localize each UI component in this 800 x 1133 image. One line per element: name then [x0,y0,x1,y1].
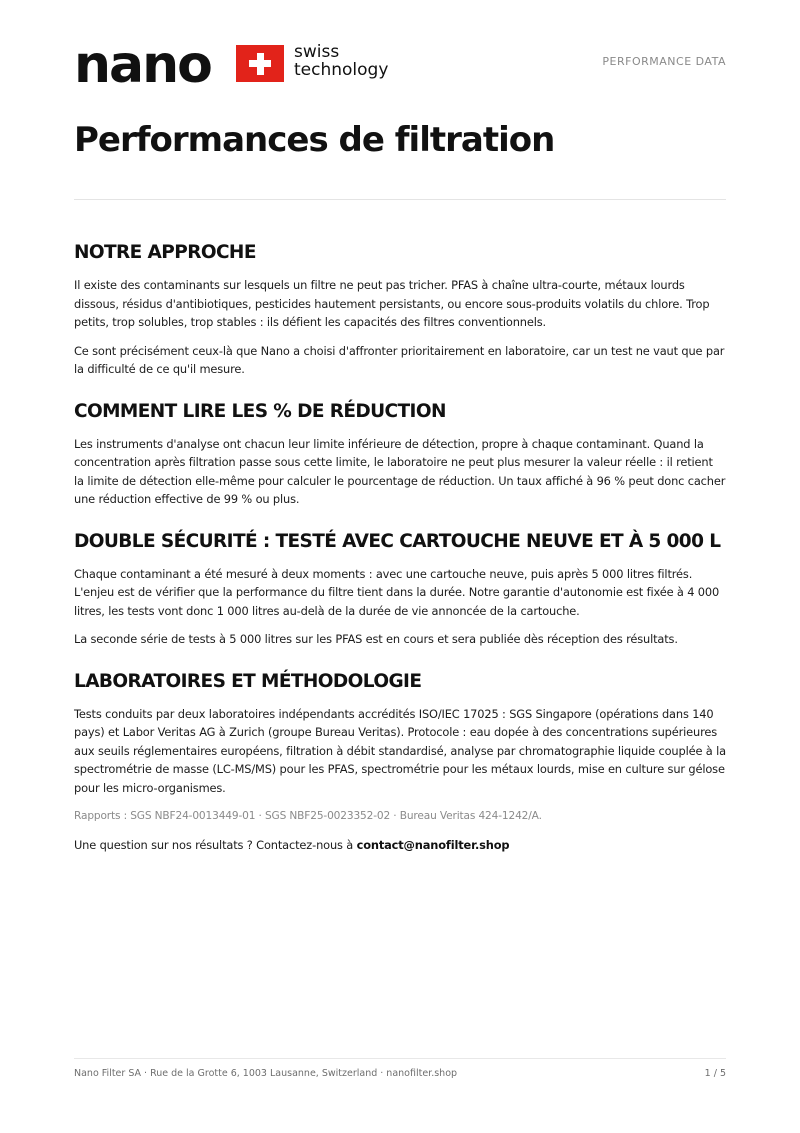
paragraph: La seconde série de tests à 5 000 litres sur les PFAS est en cours et sera publiée dès réception des résultats. [74,632,678,646]
swiss-line: swiss [294,42,340,62]
reports-reference: Rapports : SGS NBF24-0013449-01 · SGS NBF25-0023352-02 · Bureau Veritas 424-1242/A. [74,810,542,822]
footer-address: Nano Filter SA · Rue de la Grotte 6, 1003 Lausanne, Switzerland · nanofilter.shop [74,1068,458,1079]
contact-line [74,836,726,855]
swiss-technology-label [294,43,388,79]
paragraph: Chaque contaminant a été mesuré à deux moments : avec une cartouche neuve, puis après 5 000 litres filtrés. L'enjeu est de vérifier que la performance du filtre tient dans la durée. Notre garantie d'autonomie est fixée à 4 000 litres, les tests vont donc 1 000 litres au-delà de la durée de vie annoncée de la cartouche. [74,566,720,618]
paragraph: Tests conduits par deux laboratoires indépendants accrédités ISO/IEC 17025 : SGS Singapore (opérations dans 140 pays) et Labor Veritas AG à Zurich (groupe Bureau Veritas). Protocole : eau dopée à des concentrations supérieures aux seuils réglementaires européens, filtration à débit standardisé, analyse par chromatographie liquide couplée à la spectrométrie de masse (LC-MS/MS) pour les PFAS, spectrométrie pour les métaux lourds, mise en culture sur gélose pour les micro-organismes. [74,706,726,795]
contact-prefix: Une question sur nos résultats ? Contactez-nous à [74,837,357,852]
title-divider [74,199,726,200]
section-heading: LABORATOIRES ET MÉTHODOLOGIE [74,670,422,692]
footer-divider [74,1058,726,1059]
page-title: Performances de filtration [74,120,555,160]
section-reduction [74,399,726,509]
section-laboratories [74,669,726,855]
technology-line: technology [294,60,389,80]
paragraph: Ce sont précisément ceux-là que Nano a choisi d'affronter prioritairement en laboratoire, car un test ne vaut que par la difficulté de ce qu'il mesure. [74,343,725,376]
page-number: 1 / 5 [704,1068,726,1079]
contact-email-link[interactable]: contact@nanofilter.shop [356,837,510,852]
section-heading: DOUBLE SÉCURITÉ : TESTÉ AVEC CARTOUCHE NEUVE ET À 5 000 L [74,530,721,552]
section-label: PERFORMANCE DATA [602,55,726,68]
swiss-flag-icon [236,45,284,82]
section-heading: NOTRE APPROCHE [74,242,256,263]
paragraph: Les instruments d'analyse ont chacun leur limite inférieure de détection, propre à chaque contaminant. Quand la concentration après filtration passe sous cette limite, le laboratoire ne peut plus mesurer la valeur réelle : il retient la limite de détection elle-même pour calculer le pourcentage de réduction. Un taux affiché à 96 % peut donc cacher une réduction effective de 99 % ou plus. [74,436,726,506]
section-heading: COMMENT LIRE LES % DE RÉDUCTION [74,400,446,422]
paragraph: Il existe des contaminants sur lesquels un filtre ne peut pas tricher. PFAS à chaîne ultra-courte, métaux lourds dissous, résidus d'antibiotiques, pesticides hautement persistants, ou encore sous-produits volatils du chlore. Trop petits, trop solubles, trop stables : ils défient les capacités des filtres conventionnels. [74,278,710,329]
section-double-security [74,529,726,649]
section-approach [74,240,726,379]
main-content [74,240,726,874]
nano-logo: nano [74,35,211,95]
page-header [74,35,726,95]
